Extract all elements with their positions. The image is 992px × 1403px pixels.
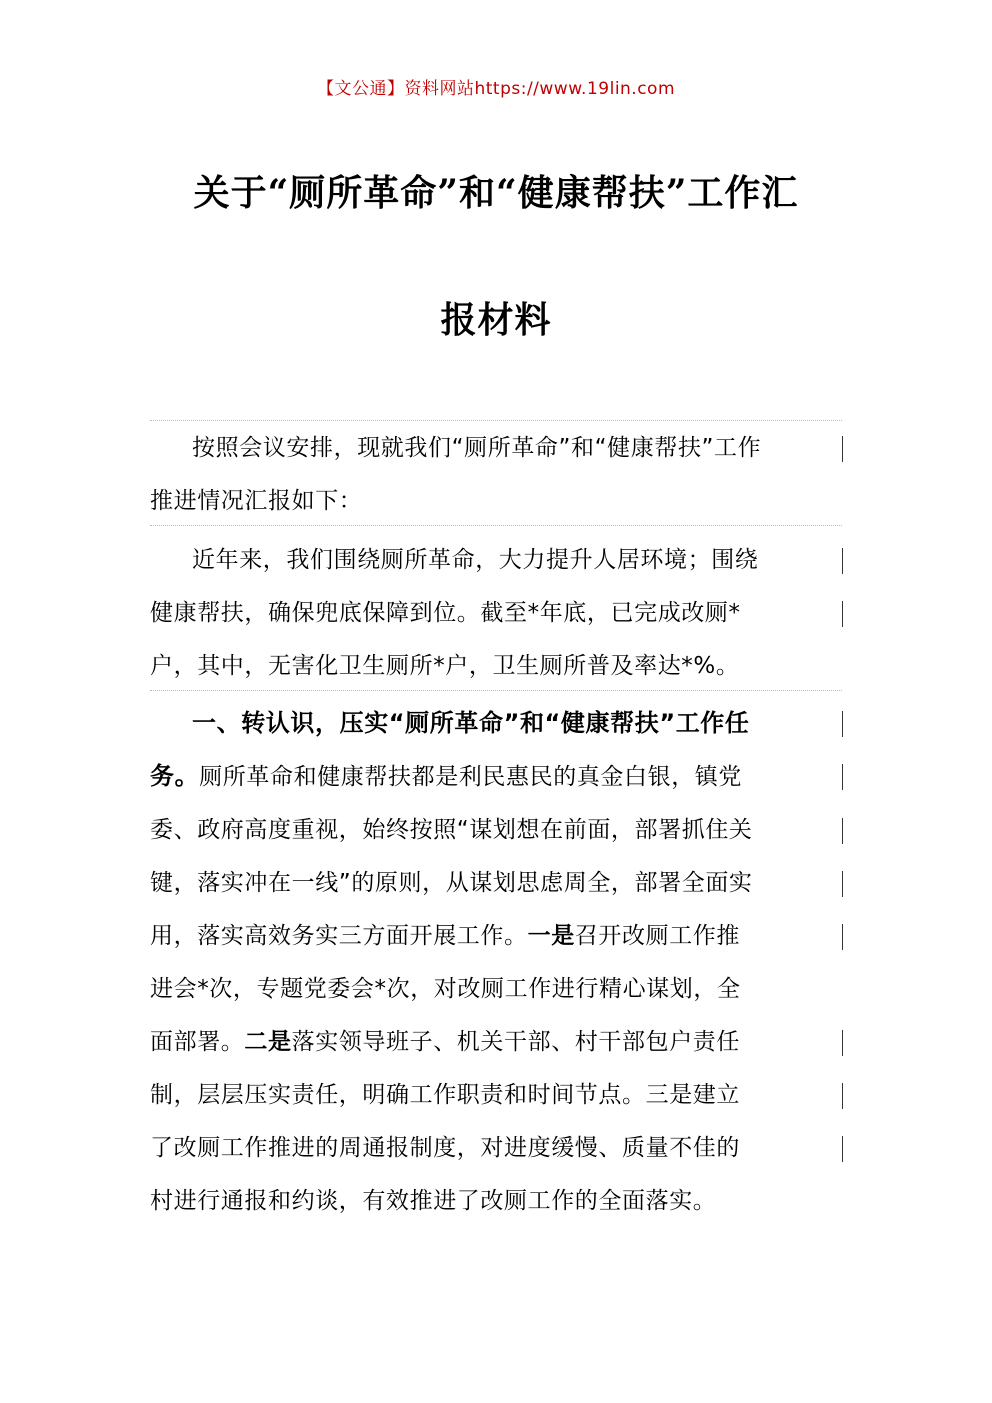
paragraph-section-one	[150, 697, 842, 1228]
text-line: 健康帮扶，确保兜底保障到位。截至*年底，已完成改厕*	[150, 587, 842, 640]
text-line: 面部署。	[150, 1029, 245, 1055]
paragraph-summary	[150, 534, 842, 693]
text-line: 按照会议安排，现就我们“厕所革命”和“健康帮扶”工作	[150, 422, 842, 475]
text-line: 委、政府高度重视，始终按照“谋划想在前面，部署抓住关	[150, 804, 842, 857]
text-line: 了改厕工作推进的周通报制度，对进度缓慢、质量不佳的	[150, 1122, 842, 1175]
text-line: 键，落实冲在一线”的原则，从谋划思虑周全，部署全面实	[150, 857, 842, 910]
paragraph-intro	[150, 422, 842, 528]
section-heading: 一、转认识，压实“厕所革命”和“健康帮扶”工作任	[150, 697, 842, 750]
site-watermark: 【文公通】资料网站https://www.19lin.com	[316, 79, 676, 99]
paragraph-divider	[150, 525, 842, 526]
document-title-line-1: 关于“厕所革命”和“健康帮扶”工作汇	[193, 172, 799, 214]
section-heading-end: 务。	[150, 762, 200, 790]
text-line: 用，落实高效务实三方面开展工作。	[150, 923, 528, 949]
text-line: 制，层层压实责任，明确工作职责和时间节点。三是建立	[150, 1069, 842, 1122]
document-title-line-2: 报材料	[440, 299, 552, 341]
point-label-second: 二是	[244, 1029, 292, 1055]
text-line: 厕所革命和健康帮扶都是利民惠民的真金白银，镇党	[199, 764, 743, 790]
point-label-first: 一是	[527, 923, 575, 949]
text-line: 召开改厕工作推	[574, 923, 741, 949]
paragraph-divider	[150, 420, 842, 421]
text-line: 村进行通报和约谈，有效推进了改厕工作的全面落实。	[150, 1188, 717, 1214]
paragraph-divider	[150, 690, 842, 691]
text-line: 落实领导班子、机关干部、村干部包户责任	[291, 1029, 741, 1055]
text-line: 近年来，我们围绕厕所革命，大力提升人居环境；围绕	[150, 534, 842, 587]
text-line: 推进情况汇报如下：	[150, 488, 363, 514]
text-line: 户，其中，无害化卫生厕所*户，卫生厕所普及率达*%。	[150, 653, 740, 679]
text-line: 进会*次，专题党委会*次，对改厕工作进行精心谋划，全	[150, 976, 741, 1002]
